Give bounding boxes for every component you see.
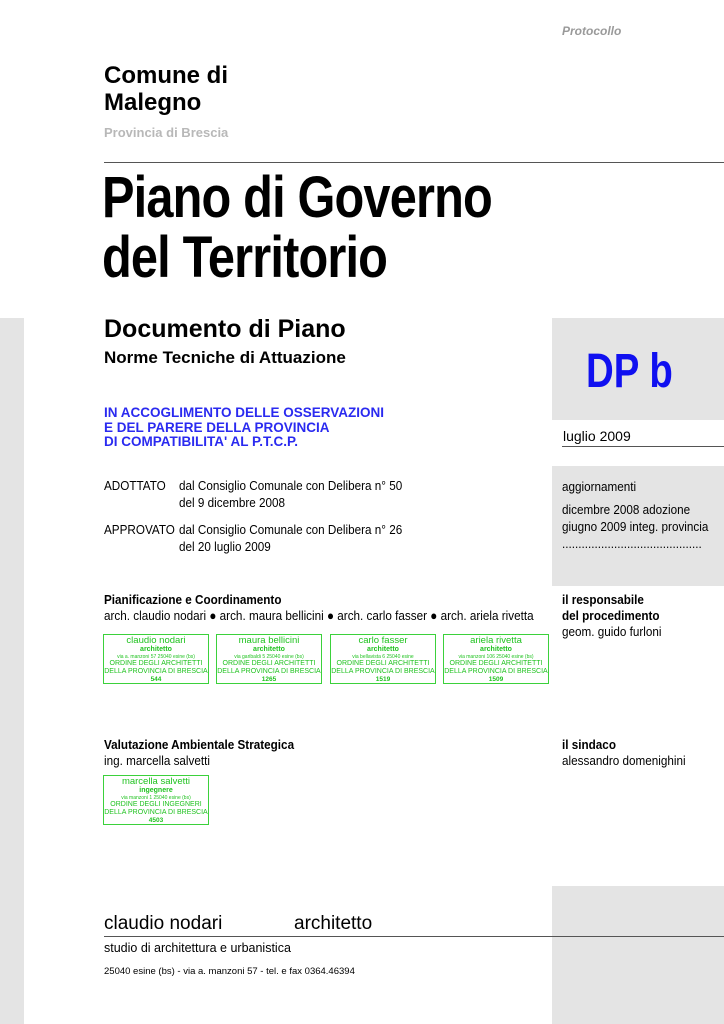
adottato-label: ADOTTATO [104,478,166,493]
stamp-marcella-salvetti [103,775,209,825]
stamp-ariela-rivetta [443,634,549,684]
header-rule [104,162,724,163]
comune-name [104,62,404,116]
sindaco-name: alessandro domenighini [562,753,686,768]
stamp-order-1: ORDINE DEGLI ARCHITETTI [109,660,203,667]
stamp-role: architetto [253,646,285,653]
stamp-maura-bellicini [216,634,322,684]
stamp-order-2: DELLA PROVINCIA DI BRESCIA [331,668,435,675]
protocollo-label: Protocollo [562,24,622,38]
planning-title: Pianificazione e Coordinamento [104,592,282,607]
title-line-2: del Territorio [102,225,388,290]
accoglimento-note [104,406,524,450]
comune-line-1: Comune di [104,62,228,89]
stamp-role: architetto [367,646,399,653]
studio-name: claudio nodari [104,913,223,934]
approvato-text-2: del 20 luglio 2009 [179,539,271,554]
stamp-order-1: ORDINE DEGLI ARCHITETTI [449,660,543,667]
stamp-number: 4503 [148,817,164,824]
studio-subtitle: studio di architettura e urbanistica [104,941,291,955]
adottato-text-1: dal Consiglio Comunale con Delibera n° 50 [179,478,403,493]
approvato-label: APPROVATO [104,522,175,537]
title-line-1: Piano di Governo [102,165,492,230]
provincia-label: Provincia di Brescia [104,125,229,140]
stamp-address: via manzoni 1 25040 esine (bs) [121,795,191,801]
stamp-order-1: ORDINE DEGLI ARCHITETTI [222,660,316,667]
accoglimento-line-3: DI COMPATIBILITA' AL P.T.C.P. [104,434,298,449]
stamp-address: via garibaldi 5 25040 esine (bs) [234,654,304,660]
stamp-role: architetto [140,646,172,653]
stamp-claudio-nodari [103,634,209,684]
stamp-name: marcella salvetti [121,776,191,787]
responsabile-name: geom. guido furloni [562,624,662,639]
responsabile-title-2: del procedimento [562,608,660,623]
update-line-2: giugno 2009 integ. provincia [562,519,709,534]
footer-panel [552,886,724,1024]
document-heading: Documento di Piano [104,315,346,343]
document-code: DP b [586,345,673,398]
accoglimento-line-1: IN ACCOGLIMENTO DELLE OSSERVAZIONI [104,405,385,420]
date-rule [562,446,724,447]
page-title [102,165,572,290]
stamp-name: maura bellicini [238,635,300,646]
stamp-address: via a. manzoni 57 25040 esine (bs) [117,654,195,660]
stamp-order-1: ORDINE DEGLI INGEGNERI [110,801,202,808]
adottato-text-2: del 9 dicembre 2008 [179,495,286,510]
stamp-carlo-fasser [330,634,436,684]
vas-title: Valutazione Ambientale Strategica [104,737,295,752]
updates-list [562,478,724,552]
update-line-3: ........................................... [562,536,702,551]
stamp-name: claudio nodari [126,635,186,646]
stamp-name: ariela rivetta [470,635,522,646]
update-line-1: dicembre 2008 adozione [562,502,691,517]
stamp-number: 1265 [261,676,277,683]
planning-names: arch. claudio nodari ● arch. maura bellicini ● arch. carlo fasser ● arch. ariela rivetta [104,608,534,623]
stamp-order-2: DELLA PROVINCIA DI BRESCIA [104,809,208,816]
responsabile-title-1: il responsabile [562,592,644,607]
comune-line-2: Malegno [104,89,202,116]
studio-rule [104,936,724,937]
stamp-role: architetto [480,646,512,653]
stamp-address: via manzoni 106 25040 esine (bs) [458,654,534,660]
stamp-name: carlo fasser [358,635,408,646]
accoglimento-line-2: E DEL PARERE DELLA PROVINCIA [104,419,330,435]
stamp-number: 1509 [488,676,504,683]
stamp-order-1: ORDINE DEGLI ARCHITETTI [336,660,430,667]
stamp-address: via bellavista 6 25040 esine [352,654,414,660]
left-gray-band [0,318,24,1024]
updates-title: aggiornamenti [562,479,637,494]
document-date: luglio 2009 [563,428,631,444]
studio-role: architetto [294,913,373,934]
studio-address: 25040 esine (bs) - via a. manzoni 57 - tel. e fax 0364.46394 [104,966,355,977]
stamp-role: ingegnere [139,787,173,794]
document-subheading: Norme Tecniche di Attuazione [104,348,346,367]
sindaco-title: il sindaco [562,737,616,752]
stamp-number: 544 [150,676,162,683]
vas-name: ing. marcella salvetti [104,753,211,768]
approvato-text-1: dal Consiglio Comunale con Delibera n° 26 [179,522,403,537]
stamp-order-2: DELLA PROVINCIA DI BRESCIA [444,668,548,675]
stamp-order-2: DELLA PROVINCIA DI BRESCIA [217,668,321,675]
stamp-order-2: DELLA PROVINCIA DI BRESCIA [104,668,208,675]
stamp-number: 1519 [375,676,391,683]
